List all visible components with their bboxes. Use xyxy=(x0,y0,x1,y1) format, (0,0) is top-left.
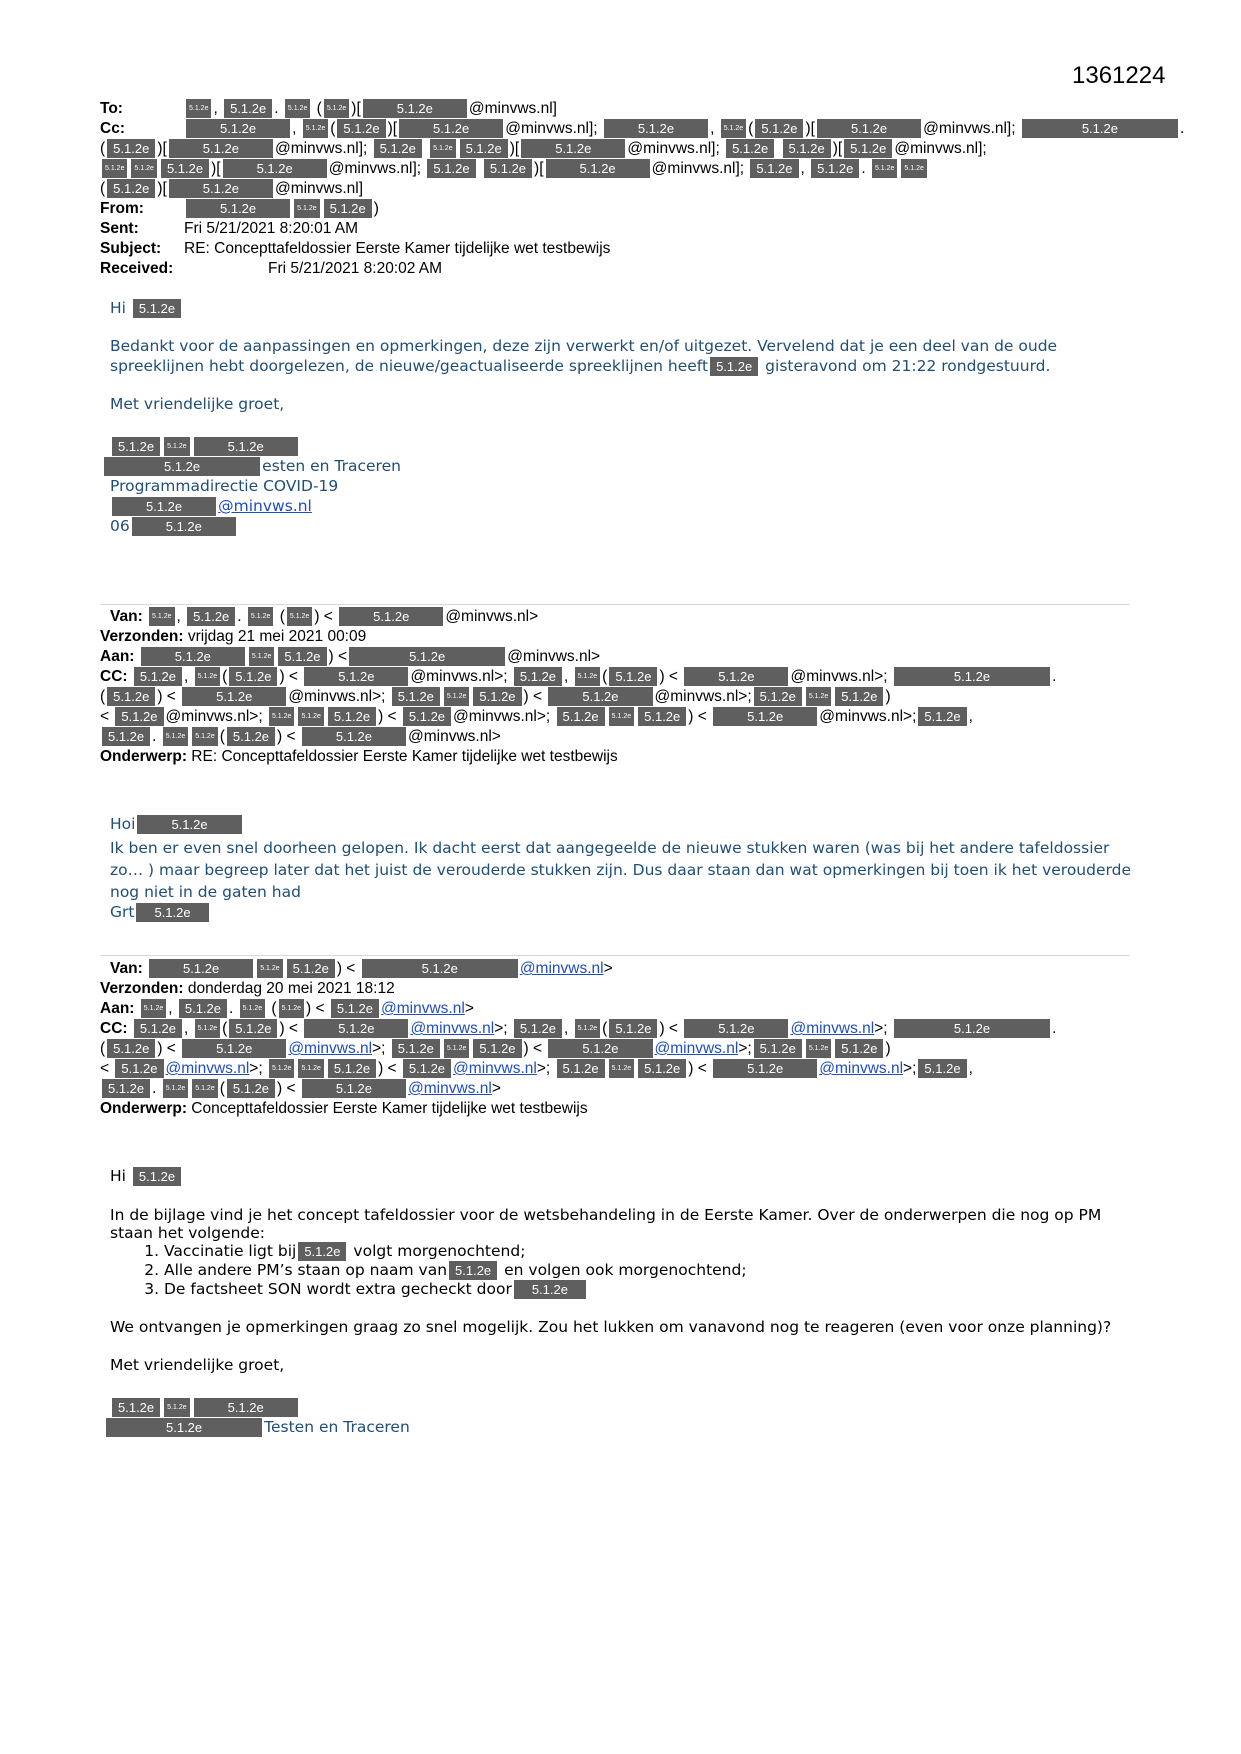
redaction: 5.1.2e xyxy=(750,159,798,178)
paragraph: In de bijlage vind je het concept tafeldossier voor de wetsbehandeling in de Eerste Kamer. Over de onderwerpen die nog op PM xyxy=(110,1206,1102,1224)
sent-value: Fri 5/21/2021 8:20:01 AM xyxy=(184,220,359,237)
cc-label: CC: xyxy=(100,668,128,685)
item-text: Vaccinatie ligt bij xyxy=(164,1242,297,1260)
redaction: 5.1.2e xyxy=(427,159,475,178)
message-1-body xyxy=(110,298,1150,536)
email-link[interactable]: @minvws.nl xyxy=(381,1000,465,1017)
redaction: 5.1.2e xyxy=(302,727,406,746)
greeting-text: Hoi xyxy=(110,815,136,833)
redaction: 5.1.2e xyxy=(684,1019,788,1038)
redaction: 5.1.2e xyxy=(136,903,208,922)
redaction: 5.1.2e xyxy=(713,707,817,726)
email-link[interactable]: @minvws.nl xyxy=(453,1060,537,1077)
redaction: 5.1.2e xyxy=(514,1280,586,1299)
email: @minvws.nl>; xyxy=(288,688,386,705)
subject-label: Subject: xyxy=(100,240,162,257)
redaction: 5.1.2e xyxy=(713,1059,817,1078)
redaction: 5.1.2e xyxy=(227,1079,275,1098)
redaction: 5.1.2e xyxy=(115,707,163,726)
redaction: 5.1.2e xyxy=(249,647,274,666)
redaction: 5.1.2e xyxy=(304,667,408,686)
redaction: 5.1.2e xyxy=(141,999,166,1018)
cc-line: ( 5.1.2e ) < 5.1.2e @minvws.nl>; 5.1.2e 5.1.2e 5.1.2e ) < 5.1.2e @minvws.nl>; 5.1.2e 5.1.2e 5.1.2e ) xyxy=(100,688,891,705)
redaction: 5.1.2e xyxy=(894,667,1050,686)
redaction: 5.1.2e xyxy=(240,999,265,1018)
redaction: 5.1.2e xyxy=(137,815,241,834)
redaction: 5.1.2e xyxy=(106,1418,262,1437)
greeting-text: Hi xyxy=(110,299,126,317)
separator xyxy=(100,955,1130,956)
from-label: From: xyxy=(100,200,144,217)
to-email: @minvws.nl] xyxy=(468,100,557,117)
redaction: 5.1.2e xyxy=(112,497,216,516)
received-label: Received: xyxy=(100,260,174,277)
verzonden-line xyxy=(100,979,1140,999)
redaction: 5.1.2e xyxy=(460,139,508,158)
redaction: 5.1.2e xyxy=(557,1059,605,1078)
redaction: 5.1.2e xyxy=(169,139,273,158)
redaction: 5.1.2e xyxy=(363,99,467,118)
redaction: 5.1.2e xyxy=(349,647,505,666)
list-item xyxy=(164,1261,1150,1280)
redaction: 5.1.2e xyxy=(195,1019,220,1038)
sign-text: Grt xyxy=(110,903,135,921)
list-item xyxy=(164,1280,1150,1299)
signature-phone xyxy=(110,516,1150,536)
redaction: 5.1.2e xyxy=(163,1079,188,1098)
greeting xyxy=(110,298,1150,318)
sent-label: Sent: xyxy=(100,220,139,237)
redaction: 5.1.2e xyxy=(403,1059,451,1078)
van-label: Van: xyxy=(110,960,143,977)
cc-line: CC: 5.1.2e , 5.1.2e ( 5.1.2e ) < 5.1.2e @minvws.nl>; 5.1.2e , 5.1.2e ( 5.1.2e ) < 5.1.2e @minvws.nl>; 5.1.2e . xyxy=(100,668,1057,685)
redaction: 5.1.2e xyxy=(392,687,440,706)
redaction: 5.1.2e xyxy=(269,707,294,726)
email-link[interactable]: @minvws.nl xyxy=(790,1020,875,1037)
redaction: 5.1.2e xyxy=(521,139,625,158)
cc-email: @minvws.nl]; xyxy=(328,160,422,177)
redaction: 5.1.2e xyxy=(302,1079,406,1098)
cc-email: @minvws.nl]; xyxy=(274,140,368,157)
verzonden-label: Verzonden: xyxy=(100,628,184,645)
pm-list xyxy=(110,1242,1150,1299)
email: @minvws.nl> xyxy=(408,728,501,745)
list-item xyxy=(164,1242,1150,1261)
message-3-header xyxy=(100,959,1140,1119)
redaction: 5.1.2e xyxy=(844,139,892,158)
redaction: 5.1.2e xyxy=(132,517,236,536)
onderwerp-value: RE: Concepttafeldossier Eerste Kamer tijdelijke wet testbewijs xyxy=(191,748,618,765)
redaction: 5.1.2e xyxy=(726,139,774,158)
onderwerp-line xyxy=(100,747,1140,767)
closing: Met vriendelijke groet, xyxy=(110,1356,285,1374)
redaction: 5.1.2e xyxy=(131,159,156,178)
verzonden-value: vrijdag 21 mei 2021 00:09 xyxy=(187,628,367,645)
redaction: 5.1.2e xyxy=(164,437,189,456)
signature-name xyxy=(110,1397,1150,1417)
redaction: 5.1.2e xyxy=(304,1019,408,1038)
redaction: 5.1.2e xyxy=(112,1398,160,1417)
redaction: 5.1.2e xyxy=(287,959,335,978)
cc-line-4: ( 5.1.2e )[ 5.1.2e @minvws.nl] xyxy=(100,180,364,197)
cc-email: @minvws.nl] xyxy=(274,180,364,197)
aan-line: Aan: 5.1.2e , 5.1.2e . 5.1.2e ( 5.1.2e ) < 5.1.2e @minvws.nl> xyxy=(100,1000,474,1017)
redaction: 5.1.2e xyxy=(609,1059,634,1078)
email: @minvws.nl>; xyxy=(654,688,752,705)
redaction: 5.1.2e xyxy=(279,999,304,1018)
redaction: 5.1.2e xyxy=(278,647,326,666)
redaction: 5.1.2e xyxy=(548,687,652,706)
cc-line-3: 5.1.2e 5.1.2e 5.1.2e )[ 5.1.2e @minvws.nl]; 5.1.2e 5.1.2e )[ 5.1.2e @minvws.nl]; 5.1.2e , 5.1.2e . 5.1.2e 5.1.2e xyxy=(100,159,1140,179)
onderwerp-label: Onderwerp: xyxy=(100,1100,187,1117)
redaction: 5.1.2e xyxy=(328,707,376,726)
message-2-body xyxy=(110,814,1150,922)
redaction: 5.1.2e xyxy=(374,139,422,158)
greeting-text: Hi xyxy=(110,1167,126,1185)
redaction: 5.1.2e xyxy=(546,159,650,178)
redaction: 5.1.2e xyxy=(194,1398,298,1417)
redaction: 5.1.2e xyxy=(107,687,155,706)
aan-label: Aan: xyxy=(100,1000,135,1017)
redaction: 5.1.2e xyxy=(187,607,235,626)
redaction: 5.1.2e xyxy=(161,159,209,178)
redaction: 5.1.2e xyxy=(227,727,275,746)
email: @minvws.nl> xyxy=(507,648,601,665)
redaction: 5.1.2e xyxy=(872,159,897,178)
redaction: 5.1.2e xyxy=(575,1019,600,1038)
redaction: 5.1.2e xyxy=(192,727,217,746)
redaction: 5.1.2e xyxy=(224,99,272,118)
van-label: Van: xyxy=(110,608,143,625)
to-label: To: xyxy=(100,100,123,117)
redaction: 5.1.2e xyxy=(604,119,708,138)
signature-email xyxy=(110,496,1150,516)
cc-line: 5.1.2e . 5.1.2e 5.1.2e ( 5.1.2e ) < 5.1.2e @minvws.nl> xyxy=(100,727,1140,747)
email: @minvws.nl>; xyxy=(410,668,508,685)
redaction: 5.1.2e xyxy=(514,667,562,686)
redaction: 5.1.2e xyxy=(609,1019,657,1038)
redaction: 5.1.2e xyxy=(337,119,385,138)
paragraph: Bedankt voor de aanpassingen en opmerkingen, deze zijn verwerkt en/of uitgezet. Vervelend dat je een deel van de oude xyxy=(110,337,1058,355)
to-line: To: 5.1.2e , 5.1.2e . 5.1.2e ( 5.1.2e )[ 5.1.2e @minvws.nl] xyxy=(100,100,557,117)
redaction: 5.1.2e xyxy=(403,707,451,726)
redaction: 5.1.2e xyxy=(901,159,926,178)
paragraph-text: spreeklijnen hebt doorgelezen, de nieuwe/geactualiseerde spreeklijnen heeft xyxy=(110,357,709,375)
redaction: 5.1.2e xyxy=(754,1039,802,1058)
redaction: 5.1.2e xyxy=(473,687,521,706)
redaction: 5.1.2e xyxy=(285,99,310,118)
redaction: 5.1.2e xyxy=(918,1059,966,1078)
redaction: 5.1.2e xyxy=(331,999,379,1018)
email: @minvws.nl>; xyxy=(165,708,263,725)
paragraph-text: gisteravond om 21:22 rondgestuurd. xyxy=(765,357,1051,375)
redaction: 5.1.2e xyxy=(164,1398,189,1417)
email-link[interactable]: @minvws.nl xyxy=(165,1060,250,1077)
email-header xyxy=(100,99,1185,279)
closing: Met vriendelijke groet, xyxy=(110,395,285,413)
verzonden-label: Verzonden: xyxy=(100,980,184,997)
redaction: 5.1.2e xyxy=(806,1039,831,1058)
signature-dept xyxy=(104,1417,1150,1437)
redaction: 5.1.2e xyxy=(575,667,600,686)
email: @minvws.nl>; xyxy=(790,668,888,685)
email: @minvws.nl>; xyxy=(453,708,551,725)
onderwerp-value: Concepttafeldossier Eerste Kamer tijdelijke wet testbewijs xyxy=(191,1100,588,1117)
email-link[interactable]: @minvws.nl xyxy=(288,1040,373,1057)
redaction: 5.1.2e xyxy=(609,707,634,726)
dept-text: Testen en Traceren xyxy=(264,1418,410,1436)
sent-line xyxy=(100,219,1140,239)
redaction: 5.1.2e xyxy=(269,1059,294,1078)
redaction: 5.1.2e xyxy=(557,707,605,726)
redaction: 5.1.2e xyxy=(107,1039,155,1058)
received-value: Fri 5/21/2021 8:20:02 AM xyxy=(268,260,443,277)
cc-label: CC: xyxy=(100,1020,128,1037)
redaction: 5.1.2e xyxy=(186,99,211,118)
cc-line: 5.1.2e . 5.1.2e 5.1.2e ( 5.1.2e ) < 5.1.2e @minvws.nl> xyxy=(100,1079,1140,1099)
subject-value: RE: Concepttafeldossier Eerste Kamer tijdelijke wet testbewijs xyxy=(184,240,611,257)
redaction: 5.1.2e xyxy=(287,607,312,626)
redaction: 5.1.2e xyxy=(755,119,803,138)
redaction: 5.1.2e xyxy=(186,119,290,138)
onderwerp-label: Onderwerp: xyxy=(100,748,187,765)
redaction: 5.1.2e xyxy=(328,1059,376,1078)
sign-off xyxy=(110,902,1150,922)
redaction: 5.1.2e xyxy=(444,687,469,706)
item-text: Alle andere PM’s staan op naam van xyxy=(164,1261,448,1279)
onderwerp-line xyxy=(100,1099,1140,1119)
greeting xyxy=(110,1166,1150,1186)
redaction: 5.1.2e xyxy=(298,1242,346,1261)
paragraph: Ik ben er even snel doorheen gelopen. Ik dacht eerst dat aangegeelde de nieuwe stukken waren (was bij het andere tafeldossier xyxy=(110,839,1110,857)
redaction: 5.1.2e xyxy=(638,1059,686,1078)
redaction: 5.1.2e xyxy=(134,667,182,686)
redaction: 5.1.2e xyxy=(484,159,532,178)
email-link[interactable]: @minvws.nl xyxy=(408,1080,492,1097)
redaction: 5.1.2e xyxy=(548,1039,652,1058)
cc-email: @minvws.nl]; xyxy=(505,120,598,137)
redaction: 5.1.2e xyxy=(362,959,518,978)
redaction: 5.1.2e xyxy=(835,687,883,706)
redaction: 5.1.2e xyxy=(339,607,443,626)
signature-dept xyxy=(102,456,1150,476)
redaction: 5.1.2e xyxy=(149,607,174,626)
redaction: 5.1.2e xyxy=(133,299,181,318)
redaction: 5.1.2e xyxy=(107,179,155,198)
signature-program: Programmadirectie COVID-19 xyxy=(110,477,339,495)
cc-line: < 5.1.2e @minvws.nl>; 5.1.2e 5.1.2e 5.1.2e ) < 5.1.2e @minvws.nl>; 5.1.2e 5.1.2e 5.1.2e ) < 5.1.2e @minvws.nl>; 5.1.2e , xyxy=(100,708,973,725)
redaction: 5.1.2e xyxy=(298,1059,323,1078)
redaction: 5.1.2e xyxy=(684,667,788,686)
aan-line: Aan: 5.1.2e 5.1.2e 5.1.2e ) < 5.1.2e @minvws.nl> xyxy=(100,648,601,665)
received-line xyxy=(100,259,1140,279)
redaction: 5.1.2e xyxy=(192,1079,217,1098)
cc-line: ( 5.1.2e ) < 5.1.2e @minvws.nl>; 5.1.2e 5.1.2e 5.1.2e ) < 5.1.2e @minvws.nl>; 5.1.2e 5.1.2e 5.1.2e ) xyxy=(100,1040,891,1057)
cc-line-2: ( 5.1.2e )[ 5.1.2e @minvws.nl]; 5.1.2e 5.1.2e 5.1.2e )[ 5.1.2e @minvws.nl]; 5.1.2e 5.1.2e )[ 5.1.2e @minvws.nl]; xyxy=(100,140,987,157)
redaction: 5.1.2e xyxy=(811,159,859,178)
redaction: 5.1.2e xyxy=(115,1059,163,1078)
greeting xyxy=(110,814,1150,834)
message-3-body xyxy=(110,1166,1150,1437)
subject-line xyxy=(100,239,1140,259)
redaction: 5.1.2e xyxy=(918,707,966,726)
redaction: 5.1.2e xyxy=(195,667,220,686)
redaction: 5.1.2e xyxy=(324,199,372,218)
cc-email: @minvws.nl]; xyxy=(894,140,987,157)
cc-line-1: Cc: 5.1.2e , 5.1.2e ( 5.1.2e )[ 5.1.2e @minvws.nl]; 5.1.2e , 5.1.2e ( 5.1.2e )[ 5.1.2e @minvws.nl]; 5.1.2e . xyxy=(100,120,1185,137)
paragraph: staan het volgende: xyxy=(110,1224,266,1242)
cc-line: < 5.1.2e @minvws.nl>; 5.1.2e 5.1.2e 5.1.2e ) < 5.1.2e @minvws.nl>; 5.1.2e 5.1.2e 5.1.2e ) < 5.1.2e @minvws.nl>; 5.1.2e , xyxy=(100,1060,973,1077)
redaction: 5.1.2e xyxy=(835,1039,883,1058)
dept-text: esten en Traceren xyxy=(262,457,401,475)
message-2-header xyxy=(100,607,1140,767)
redaction: 5.1.2e xyxy=(399,119,503,138)
redaction: 5.1.2e xyxy=(1022,119,1178,138)
redaction: 5.1.2e xyxy=(102,159,127,178)
redaction: 5.1.2e xyxy=(194,437,298,456)
redaction: 5.1.2e xyxy=(806,687,831,706)
item-text: De factsheet SON wordt extra gecheckt door xyxy=(164,1280,512,1298)
separator xyxy=(100,604,1130,605)
verzonden-value: donderdag 20 mei 2021 18:12 xyxy=(187,980,395,997)
redaction: 5.1.2e xyxy=(817,119,921,138)
cc-label: Cc: xyxy=(100,120,125,137)
redaction: 5.1.2e xyxy=(444,1039,469,1058)
redaction: 5.1.2e xyxy=(294,199,319,218)
redaction: 5.1.2e xyxy=(179,999,227,1018)
redaction: 5.1.2e xyxy=(134,1019,182,1038)
redaction: 5.1.2e xyxy=(169,179,273,198)
redaction: 5.1.2e xyxy=(514,1019,562,1038)
redaction: 5.1.2e xyxy=(392,1039,440,1058)
redaction: 5.1.2e xyxy=(141,647,245,666)
redaction: 5.1.2e xyxy=(303,119,328,138)
redaction: 5.1.2e xyxy=(638,707,686,726)
redaction: 5.1.2e xyxy=(894,1019,1050,1038)
redaction: 5.1.2e xyxy=(102,1079,150,1098)
van-line: Van: 5.1.2e 5.1.2e 5.1.2e ) < 5.1.2e @minvws.nl> xyxy=(110,960,613,977)
item-text: en volgen ook morgenochtend; xyxy=(504,1261,747,1279)
redaction: 5.1.2e xyxy=(710,357,758,376)
redaction: 5.1.2e xyxy=(609,667,657,686)
redaction: 5.1.2e xyxy=(248,607,273,626)
document-id: 1361224 xyxy=(1072,62,1166,89)
redaction: 5.1.2e xyxy=(182,687,286,706)
redaction: 5.1.2e xyxy=(229,1019,277,1038)
email-link[interactable]: @minvws.nl xyxy=(519,960,604,977)
redaction: 5.1.2e xyxy=(449,1261,497,1280)
cc-line: CC: 5.1.2e , 5.1.2e ( 5.1.2e ) < 5.1.2e @minvws.nl>; 5.1.2e , 5.1.2e ( 5.1.2e ) < 5.1.2e @minvws.nl>; 5.1.2e . xyxy=(100,1020,1057,1037)
phone-prefix: 06 xyxy=(110,517,130,535)
cc-email: @minvws.nl]; xyxy=(651,160,745,177)
redaction: 5.1.2e xyxy=(133,1167,181,1186)
redaction: 5.1.2e xyxy=(298,707,323,726)
cc-email: @minvws.nl]; xyxy=(923,120,1016,137)
email-link[interactable]: @minvws.nl xyxy=(410,1020,495,1037)
verzonden-line xyxy=(100,627,1140,647)
redaction: 5.1.2e xyxy=(223,159,327,178)
redaction: 5.1.2e xyxy=(186,199,290,218)
redaction: 5.1.2e xyxy=(473,1039,521,1058)
redaction: 5.1.2e xyxy=(112,437,160,456)
email-link[interactable]: @minvws.nl xyxy=(654,1040,739,1057)
van-line: Van: 5.1.2e , 5.1.2e . 5.1.2e ( 5.1.2e ) < 5.1.2e @minvws.nl> xyxy=(110,608,539,625)
redaction: 5.1.2e xyxy=(149,959,253,978)
signature-name xyxy=(110,436,1150,456)
redaction: 5.1.2e xyxy=(229,667,277,686)
email-link[interactable]: @minvws.nl xyxy=(218,497,312,515)
from-line: From: 5.1.2e 5.1.2e 5.1.2e ) xyxy=(100,200,379,217)
redaction: 5.1.2e xyxy=(324,99,349,118)
redaction: 5.1.2e xyxy=(783,139,831,158)
aan-label: Aan: xyxy=(100,648,135,665)
redaction: 5.1.2e xyxy=(102,727,150,746)
redaction: 5.1.2e xyxy=(163,727,188,746)
redaction: 5.1.2e xyxy=(182,1039,286,1058)
email: @minvws.nl>; xyxy=(819,708,917,725)
redaction: 5.1.2e xyxy=(721,119,746,138)
paragraph: nog niet in de gaten had xyxy=(110,883,301,901)
redaction: 5.1.2e xyxy=(104,457,260,476)
redaction: 5.1.2e xyxy=(107,139,155,158)
redaction: 5.1.2e xyxy=(754,687,802,706)
paragraph: zo… ) maar begreep later dat het juist de verouderde stukken zijn. Dus daar staan dan wat opmerkingen bij toen ik het verouderde xyxy=(110,861,1131,879)
email-link[interactable]: @minvws.nl xyxy=(819,1060,904,1077)
redaction: 5.1.2e xyxy=(430,139,455,158)
redaction: 5.1.2e xyxy=(257,959,282,978)
email: @minvws.nl> xyxy=(445,608,539,625)
cc-email: @minvws.nl]; xyxy=(627,140,720,157)
item-text: volgt morgenochtend; xyxy=(353,1242,526,1260)
paragraph: We ontvangen je opmerkingen graag zo snel mogelijk. Zou het lukken om vanavond nog te reageren (even voor onze planning)? xyxy=(110,1318,1112,1336)
paragraph xyxy=(110,356,1150,376)
